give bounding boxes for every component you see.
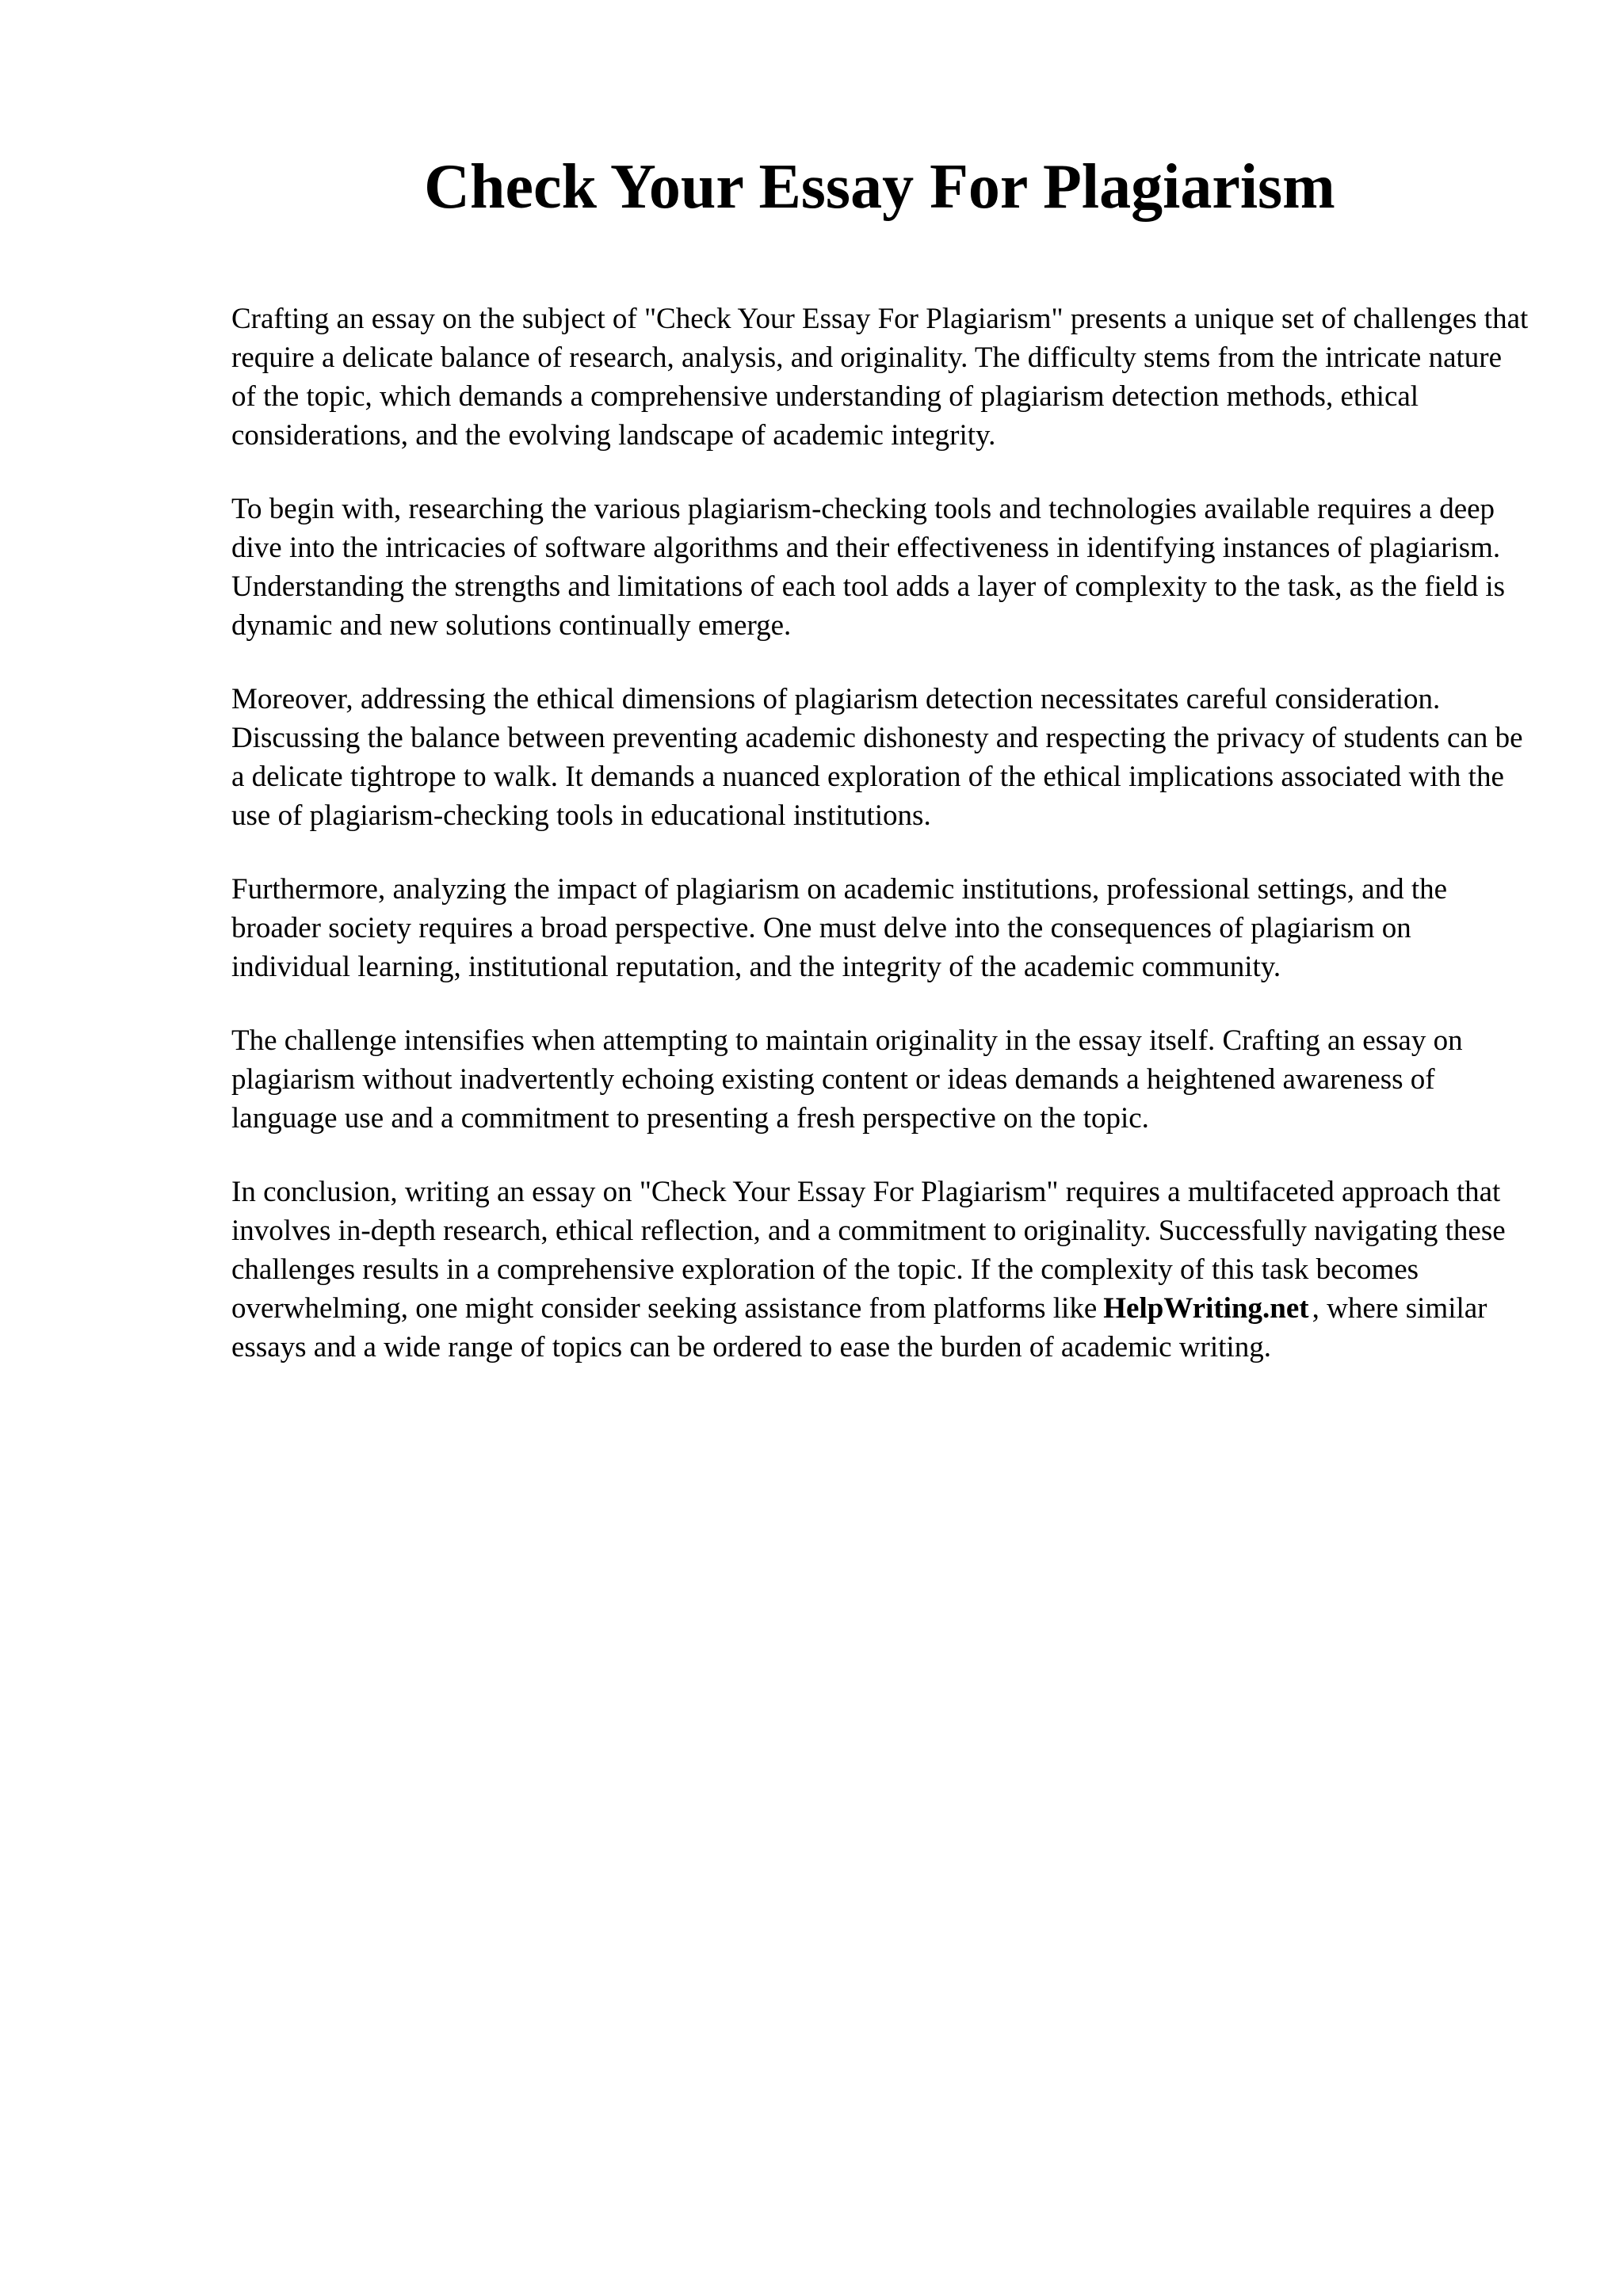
helpwriting-link[interactable]: HelpWriting.net: [1103, 1292, 1309, 1325]
conclusion-text-after-link: , where similar essays and a wide range of topics can be ordered to ease the burden of academic writing.: [231, 1292, 1487, 1363]
paragraph-1: Crafting an essay on the subject of "Check Your Essay For Plagiarism" presents a unique set of challenges that require a delicate balance of research, analysis, and originality. The difficulty stems from the intricate nature of the topic, which demands a comprehensive understanding of plagiarism detection methods, ethical considerations, and the evolving landscape of academic integrity.: [231, 303, 1529, 452]
conclusion-paragraph: [231, 1173, 1531, 1367]
paragraph-2: To begin with, researching the various plagiarism-checking tools and technologies available requires a deep dive into the intricacies of software algorithms and their effectiveness in identifying instances of plagiarism. Understanding the strengths and limitations of each tool adds a layer of complexity to the task, as the field is dynamic and new solutions continually emerge.: [231, 493, 1506, 642]
conclusion-text-before-link: In conclusion, writing an essay on "Check Your Essay For Plagiarism" requires a multifaceted approach that involves in-depth research, ethical reflection, and a commitment to originality. Successfully navigating these challenges results in a comprehensive exploration of the topic. If the complexity of this task becomes overwhelming, one might consider seeking assistance from platforms like: [231, 1176, 1506, 1325]
paragraph-3: Moreover, addressing the ethical dimensions of plagiarism detection necessitates careful consideration. Discussing the balance between preventing academic dishonesty and respecting the privacy of students can be a delicate tightrope to walk. It demands a nuanced exploration of the ethical implications associated with the use of plagiarism-checking tools in educational institutions.: [231, 683, 1523, 832]
paragraph-5: The challenge intensifies when attempting to maintain originality in the essay itself. Crafting an essay on plagiarism without inadvertently echoing existing content or ideas demands a heightened awareness of language use and a commitment to presenting a fresh perspective on the topic.: [231, 1024, 1463, 1135]
paragraph-4: Furthermore, analyzing the impact of plagiarism on academic institutions, professional settings, and the broader society requires a broad perspective. One must delve into the consequences of plagiarism on individual learning, institutional reputation, and the integrity of the academic community.: [231, 873, 1448, 983]
page-title: Check Your Essay For Plagiarism: [424, 152, 1335, 222]
essay-body: [231, 299, 1531, 1402]
